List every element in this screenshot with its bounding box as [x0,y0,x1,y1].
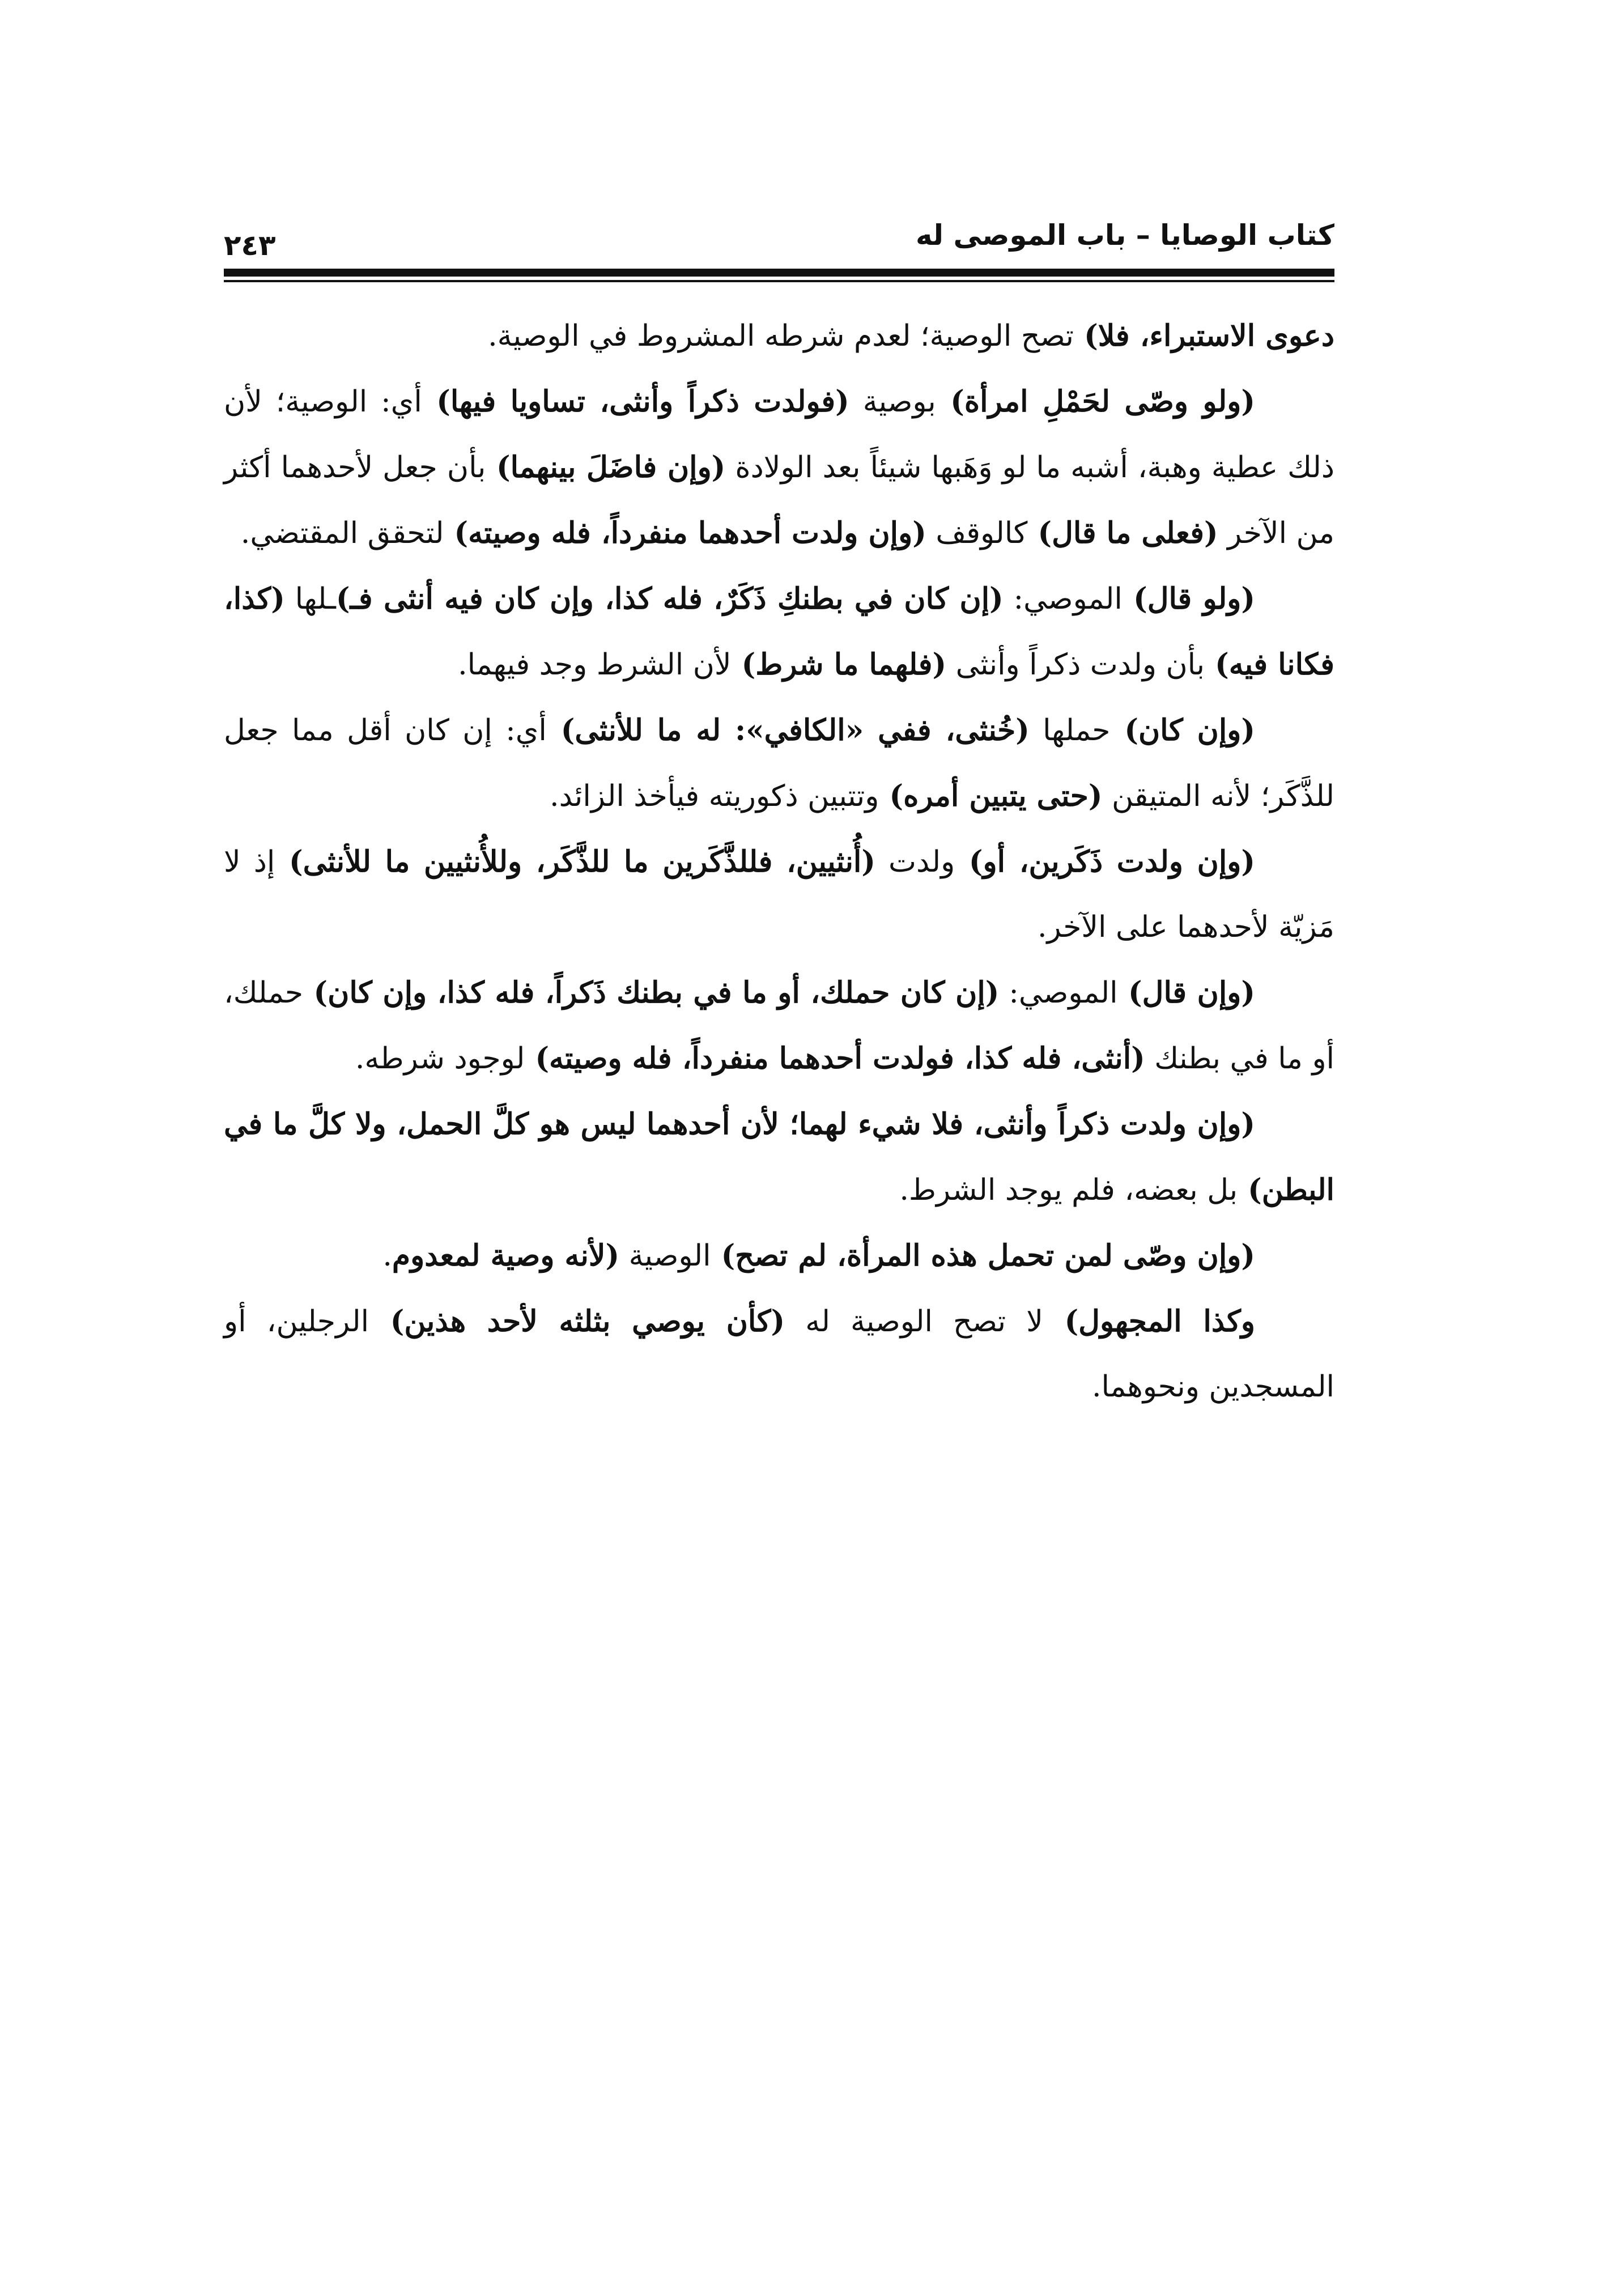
text-segment: وتتبين ذكوريته فيأخذ الزائد. [550,779,879,813]
text-segment: (كأن يوصي بثلثه لأحد هذين) [369,1304,785,1339]
paragraph-6 [224,960,1334,1092]
text-segment: (حتى يتبين أمره) [879,779,1103,813]
text-segment: (إن كان حملك، أو ما في بطنك ذَكراً، فله كذا، وإن كان) [303,975,1000,1010]
paragraph-1 [224,303,1334,369]
text-segment: بأن جعل لأحدهما أكثر من الآخر [224,451,1334,550]
text-segment: (أُنثيين، فللذَّكَرين ما للذَّكَر، وللأُنثيين ما للأنثى) [275,844,875,879]
text-segment: (خُنثى، ففي «الكافي»: له ما للأنثى) [546,713,1030,748]
text-segment: (كذا، فكانا فيه) [224,581,1334,682]
text-segment: أي: الوصية؛ لأن ذلك عطية وهبة، أشبه ما لو وَهَبها شيئاً بعد الولادة [224,385,1335,485]
text-segment: (فعلى ما قال) [1027,516,1218,550]
text-segment: الموصي: [1003,582,1123,616]
text-segment: دعوى الاستبراء، فلا) [1074,319,1334,353]
text-segment: كالوقف [926,516,1028,550]
header-rule-thick [224,269,1334,277]
paragraph-5 [224,829,1334,960]
text-segment: (وإن ولدت ذكراً وأنثى، فلا شيء لهما؛ لأن أحدهما ليس هو كلَّ الحمل، ولا كلَّ ما في البطن) [224,1107,1334,1207]
text-segment: (ولو وصّى لحَمْلِ امرأة) [936,384,1255,419]
text-segment: الرجلين، أو المسجدين ونحوهما. [224,1305,1334,1404]
text-segment: (فلهما ما شرط) [731,647,947,682]
text-segment: (وإن قال) [1117,975,1255,1010]
text-segment: (وإن ولدت أحدهما منفرداً، فله وصيته) [444,516,926,550]
text-segment: . [382,1239,392,1273]
paragraph-3 [224,566,1334,698]
paragraph-9 [224,1289,1334,1420]
text-segment: لا تصح الوصية له [785,1305,1043,1339]
text-segment: إذ لا مَزيّة لأحدهما على الآخر. [224,845,1334,944]
text-segment: (أنثى، فله كذا، فولدت أحدهما منفرداً، فله وصيته) [525,1041,1145,1076]
text-segment: (وإن ولدت ذَكَرين، أو) [955,844,1256,879]
paragraph-8 [224,1223,1334,1289]
text-segment: (لأنه وصية لمعدوم [392,1238,620,1273]
text-segment: لأن الشرط وجد فيهما. [458,648,732,682]
paragraph-4 [224,698,1334,829]
text-segment: بل بعضه، فلم يوجد الشرط. [899,1173,1238,1207]
page-number: ٢٤٣ [224,229,276,262]
text-segment: أي: إن كان أقل مما جعل للذَّكَر؛ لأنه المتيقن [224,714,1334,813]
text-segment: الموصي: [999,976,1118,1010]
paragraph-7 [224,1092,1334,1223]
paragraph-2 [224,369,1334,566]
text-segment: ـلها [284,582,336,616]
page-header [224,204,1334,272]
text-segment: وكذا المجهول) [1043,1304,1255,1339]
text-segment: حملها [1029,714,1111,748]
book-page [224,204,1334,1420]
text-segment: (وإن كان) [1110,713,1256,748]
text-segment: (ولو قال) [1122,581,1256,616]
text-segment: ولدت [875,845,955,879]
text-segment: (وإن فاضَلَ بينهما) [486,450,726,485]
text-segment: لتحقق المقتضي. [240,516,444,550]
running-title: كتاب الوصايا – باب الموصى له [915,219,1334,252]
text-segment: حملك، أو ما في بطنك [224,976,1334,1076]
text-segment: (فولدت ذكراً وأنثى، تساويا فيها) [422,384,849,419]
text-segment: (إن كان في بطنكِ ذَكَرٌ، فله كذا، وإن كان فيه أنثى فـ) [335,581,1004,616]
text-segment: بوصية [849,385,936,419]
text-segment: (وإن وصّى لمن تحمل هذه المرأة، لم تصح) [711,1238,1255,1273]
text-segment: لوجود شرطه. [355,1042,525,1076]
text-segment: تصح الوصية؛ لعدم شرطه المشروط في الوصية. [488,319,1074,353]
header-rule-thin [224,280,1334,282]
text-segment: بأن ولدت ذكراً وأنثى [946,648,1205,682]
text-segment: الوصية [619,1239,711,1273]
body-text [224,303,1334,1420]
